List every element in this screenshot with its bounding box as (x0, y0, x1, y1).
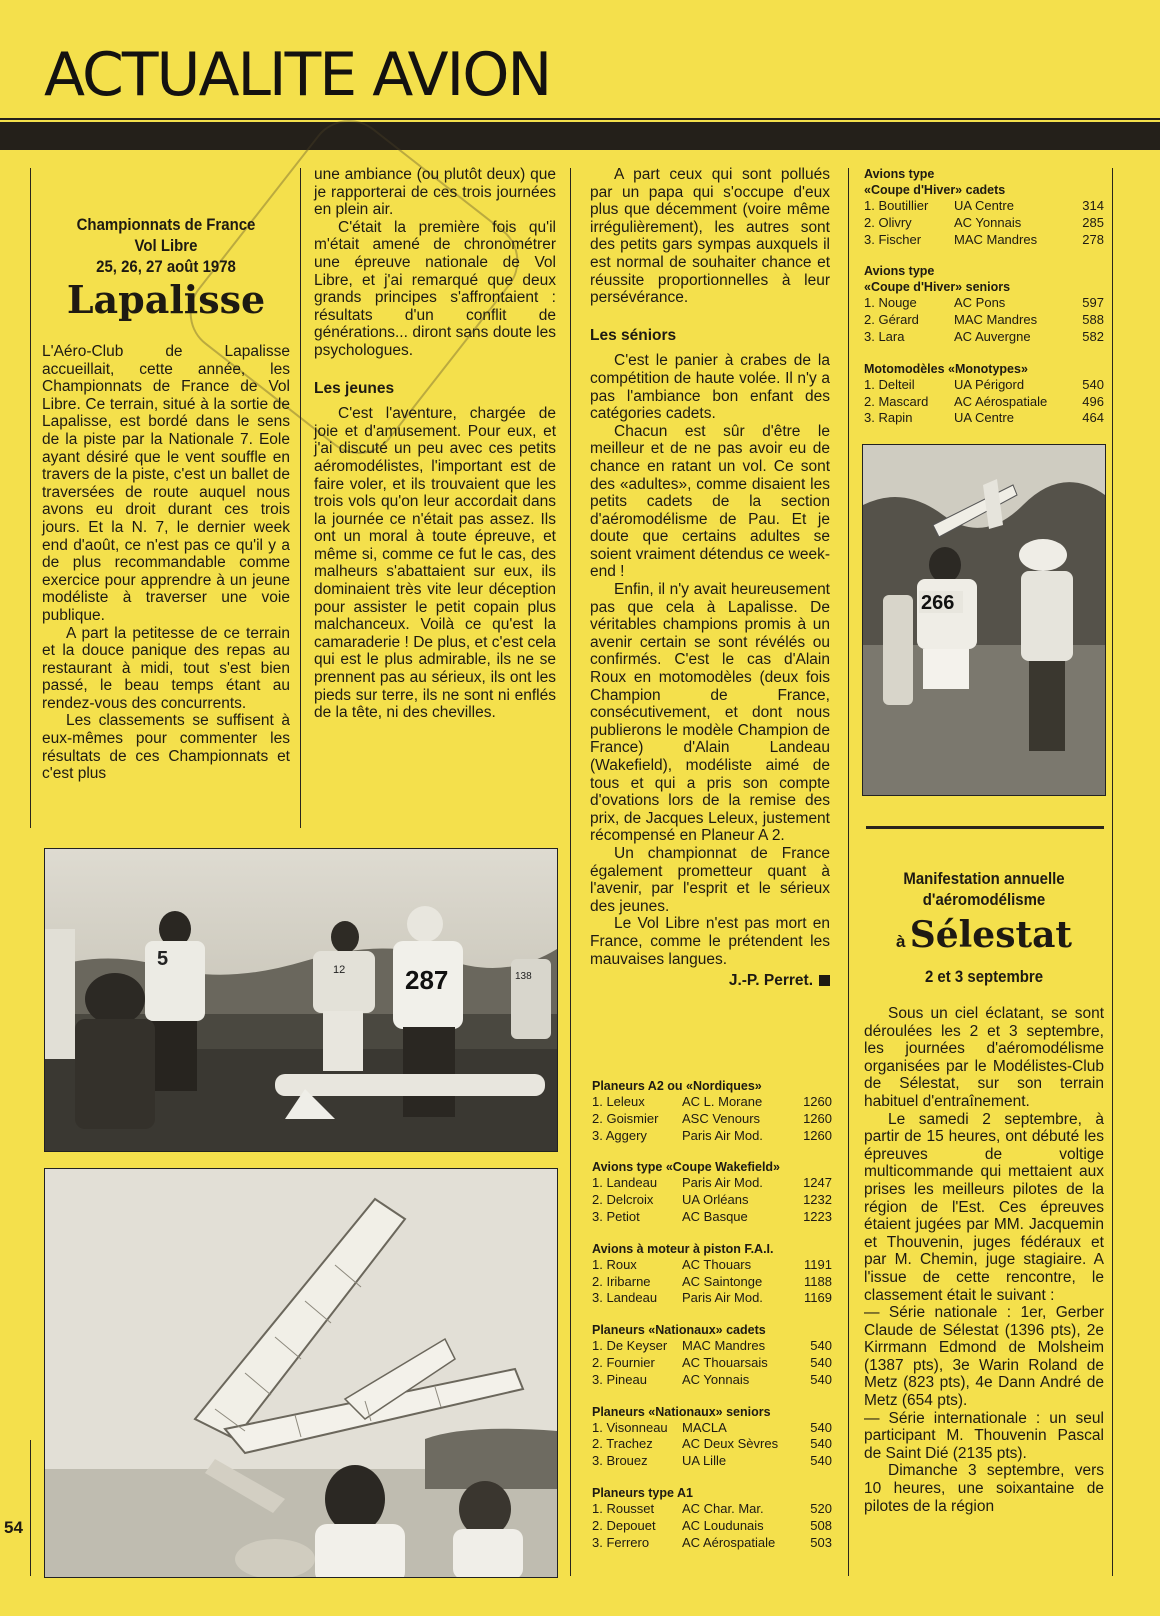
club-name: AC Yonnais (954, 214, 1022, 230)
competitor-name: 2. Olivry (864, 214, 912, 230)
paragraph: C'était la première fois qu'il m'était amené de chronométrer une épreuve nationale de Vol Libre, et j'ai remarqué que deux grands principes s'affrontaient : résultats d'un conflit de générations... diront sans doute les psychologues. (314, 218, 556, 359)
results-row (592, 1175, 832, 1192)
article-column-2 (314, 166, 556, 722)
competitor-name: 2. Delcroix (592, 1192, 654, 1208)
score: 540 (810, 1453, 832, 1469)
competitor-name: 1. Landeau (592, 1175, 658, 1191)
results-row (592, 1436, 832, 1453)
results-row (864, 312, 1104, 329)
score: 588 (1082, 312, 1104, 328)
results-category: Planeurs type A1 (592, 1485, 693, 1500)
competitor-name: 1. Visonneau (592, 1419, 668, 1435)
score: 1247 (803, 1175, 832, 1191)
paragraph: Les classements se suffisent à eux-mêmes pour commenter les résultats de ces Championnats et c'est plus (42, 712, 290, 783)
results-row (864, 215, 1104, 232)
results-category: «Coupe d'Hiver» cadets (864, 183, 1006, 197)
results-block (864, 361, 1104, 427)
club-name: MAC Mandres (954, 231, 1038, 247)
club-name: AC Thouars (682, 1256, 752, 1272)
club-name: AC L. Morane (682, 1094, 763, 1109)
club-name: AC Loudunais (682, 1517, 764, 1533)
score: 540 (810, 1436, 832, 1452)
club-name: AC Saintonge (682, 1273, 763, 1289)
competitor-name: 3. Petiot (592, 1208, 640, 1224)
score: 582 (1082, 328, 1104, 344)
results-category: Avions à moteur à piston F.A.I. (592, 1241, 774, 1256)
results-row (864, 410, 1104, 427)
competitor-name: 3. Brouez (592, 1453, 648, 1469)
column-rule (848, 168, 849, 1576)
score: 1188 (804, 1273, 832, 1289)
paragraph: Un championnat de France également prometteur quant à l'avenir, par l'esprit et le sérieux des jeunes. (590, 844, 830, 915)
score: 540 (810, 1419, 832, 1435)
selestat-place-line (864, 912, 1104, 966)
photo-launching-glider (44, 1168, 558, 1578)
results-category: Planeurs «Nationaux» seniors (592, 1404, 771, 1419)
column-rule (300, 168, 301, 828)
competitor-name: 2. Fournier (592, 1354, 655, 1370)
results-row (592, 1192, 832, 1209)
results-block (592, 1078, 832, 1144)
score: 540 (1082, 376, 1104, 392)
results-row (864, 377, 1104, 394)
results-row (592, 1535, 832, 1552)
paragraph: Dimanche 3 septembre, vers 10 heures, une soixantaine de pilotes de la région (864, 1462, 1104, 1515)
selestat-dates: 2 et 3 septembre (924, 967, 1044, 986)
competitor-name: 1. Roux (592, 1256, 637, 1272)
score: 540 (810, 1354, 832, 1370)
competitor-name: 3. Fischer (864, 231, 922, 247)
score: 540 (810, 1338, 832, 1354)
bib-number: 266 (921, 592, 955, 614)
results-category: Planeurs A2 ou «Nordiques» (592, 1079, 762, 1093)
paragraph: une ambiance (ou plutôt deux) que je rapporterai de ces trois journées en plein air. (314, 166, 556, 219)
results-category: Avions type «Coupe Wakefield» (592, 1160, 781, 1175)
results-block (864, 166, 1104, 248)
competitor-name: 2. Trachez (592, 1436, 653, 1452)
results-block (592, 1241, 832, 1307)
score: 540 (810, 1371, 832, 1387)
club-name: AC Basque (682, 1208, 748, 1224)
competitor-name: 2. Depouet (592, 1517, 656, 1533)
results-block (864, 263, 1104, 345)
paragraph: C'est l'aventure, chargée de joie et d'amusement. Pour eux, et j'ai discuté un peu avec ces petits aéromodélistes, l'important est de faire voler, et ils trouvaient que les trois vols qu'on leur accordait dans la journée ce n'était pas assez. Ils ont un moral à toute épreuve, et même si, comme ce fut le cas, des malheurs s'abattaient sur eux, ils dominaient très vite leur déception pour assister le petit copain plus malchanceux. Voilà ce qu'est la camaraderie ! De plus, et c'est cela qui est le plus admirable, ils ne se prennent pas au sérieux, ils ont les pieds sur terre, ils ne sont ni enflés de la tête, ni des chevilles. (314, 405, 556, 722)
results-row (592, 1274, 832, 1291)
results-category: Avions type (864, 264, 935, 279)
competitor-name: 1. Leleux (592, 1094, 645, 1109)
bib-number: 5 (157, 948, 169, 970)
results-row (592, 1111, 832, 1128)
results-row (592, 1355, 832, 1372)
selestat-title-line2: d'aéromodélisme (922, 890, 1046, 909)
score: 278 (1082, 231, 1104, 247)
paragraph: Le samedi 2 septembre, à partir de 15 heures, ont débuté les épreuves de voltige multicommande qui mettaient aux prises les meilleurs pilotes de la région de l'Est. Ces épreuves étaient jugées par MM. Jacquemin et Thouvenin, juges fédéraux et par M. Chemin, juge stagiaire. A l'issue de cette rencontre, le classement était le suivant : (864, 1110, 1104, 1304)
score: 314 (1082, 198, 1104, 213)
score: 1260 (803, 1110, 832, 1126)
column-rule (1112, 168, 1113, 1576)
paragraph: Enfin, il n'y avait heureusement pas que cela à Lapalisse. De véritables champions promis à un avenir certain se sont révélés ou confirmés. C'est le cas d'Alain Roux en motomodèles (deux fois Champion de France, consécutivement, et dont nous publierons le modèle Champion de France) d'Alain Landeau (Wakefield), modéliste aimé de tous et qui a pris son compte d'ovations lors de la remise des prix, de Jacques Leleux, justement récompensé en Planeur A 2. (590, 581, 830, 845)
results-block (592, 1322, 832, 1388)
score: 1191 (804, 1256, 832, 1272)
results-row (592, 1209, 832, 1226)
competitor-name: 2. Goismier (592, 1110, 659, 1126)
paragraph: A part ceux qui sont pollués par un papa qui s'occupe d'eux plus que décemment (voire même irrégulièrement), les autres sont des petits gars sympas auxquels il est normal de souhaiter chance et réussite proportionnelles à leur persévérance. (590, 166, 830, 307)
photo-competitors-art (45, 849, 557, 1151)
competitor-name: 3. Landeau (592, 1290, 658, 1306)
results-block (592, 1485, 832, 1551)
paragraph: C'est le panier à crabes de la compétition de haute volée. Il n'y a pas l'ambiance bon enfant des catégories cadets. (590, 352, 830, 423)
score: 508 (810, 1517, 832, 1533)
club-name: AC Char. Mar. (682, 1500, 764, 1516)
results-category: «Coupe d'Hiver» seniors (864, 280, 1011, 295)
club-name: MAC Mandres (954, 312, 1038, 328)
results-block (592, 1159, 832, 1225)
article-column-1 (42, 214, 290, 783)
results-category: Planeurs «Nationaux» cadets (592, 1323, 766, 1338)
results-row (864, 394, 1104, 411)
results-row (592, 1518, 832, 1535)
results-row (864, 295, 1104, 312)
results-row (864, 329, 1104, 346)
page-title: ACTUALITE AVION (44, 40, 551, 110)
competitor-name: 3. Rapin (864, 410, 913, 426)
paragraph: Le Vol Libre n'est pas mort en France, comme le prétendent les mauvaises langues. (590, 915, 830, 968)
signature (590, 972, 830, 990)
competitor-name: 3. Pineau (592, 1371, 647, 1387)
selestat-place: Sélestat (909, 914, 1073, 956)
event-dates: 25, 26, 27 août 1978 (96, 257, 236, 276)
results-row (864, 232, 1104, 249)
bib-number: 287 (405, 965, 449, 995)
photo-contestant (862, 444, 1106, 796)
results-table-mid (592, 1078, 832, 1566)
results-row (592, 1501, 832, 1518)
paragraph: A part la petitesse de ce terrain et la douce panique des repas au restaurant à midi, tout s'est bien passé, le beau temps étant au rendez-vous des concurrents. (42, 624, 290, 712)
club-name: UA Périgord (954, 376, 1025, 392)
competitor-name: 3. Lara (864, 328, 905, 344)
results-block (592, 1404, 832, 1470)
paragraph: Sous un ciel éclatant, se sont déroulées les 2 et 3 septembre, les journées d'aéromodélisme organisées par le Modélistes-Club de Sélestat, sur son terrain habituel d'entraînement. (864, 1005, 1104, 1110)
club-name: ASC Venours (682, 1110, 761, 1126)
bib-number: 12 (333, 964, 346, 976)
selestat-prefix: à (895, 932, 906, 951)
event-place: Lapalisse (66, 277, 266, 322)
club-name: AC Aérospatiale (682, 1534, 776, 1550)
club-name: AC Auvergne (954, 328, 1031, 344)
competitor-name: 2. Mascard (864, 393, 929, 409)
competitor-name: 1. Rousset (592, 1500, 655, 1516)
club-name: AC Yonnais (682, 1371, 750, 1387)
results-row (592, 1420, 832, 1437)
competitor-name: 2. Iribarne (592, 1273, 651, 1289)
results-row (592, 1338, 832, 1355)
selestat-title-line1: Manifestation annuelle (903, 869, 1065, 888)
score: 1232 (803, 1192, 832, 1208)
club-name: Paris Air Mod. (682, 1175, 763, 1191)
results-category: Motomodèles «Monotypes» (864, 361, 1028, 376)
score: 496 (1082, 393, 1104, 409)
score: 1169 (804, 1290, 832, 1306)
club-name: UA Centre (954, 410, 1014, 426)
score: 1260 (803, 1094, 832, 1109)
results-category: Avions type (864, 167, 935, 181)
photo-contestant-art (863, 445, 1105, 795)
club-name: MAC Mandres (682, 1338, 766, 1354)
competitor-name: 2. Gérard (864, 312, 919, 328)
club-name: UA Lille (682, 1453, 727, 1469)
score: 1223 (803, 1208, 832, 1224)
end-mark (819, 975, 830, 986)
club-name: UA Centre (954, 198, 1014, 213)
results-row (592, 1128, 832, 1145)
section-divider (866, 826, 1104, 829)
club-name: Paris Air Mod. (682, 1290, 763, 1306)
club-name: UA Orléans (682, 1192, 749, 1208)
competitor-name: 3. Ferrero (592, 1534, 650, 1550)
score: 285 (1082, 214, 1104, 230)
competitor-name: 3. Aggery (592, 1127, 647, 1143)
paragraph: L'Aéro-Club de Lapalisse accueillait, cette année, les Championnats de France de Vol Libre. Ce terrain, situé à la sortie de Lapalisse, est bordé dans le sens de la piste par la Nationale 7. Eole ayant désiré que le vent souffle en travers de la piste, c'est un ballet de traversées de route auquel nous avons eu droit durant ces trois jours. Et la N. 7, le dernier week end d'août, ce n'est pas ce qu'il y a de plus recommandable comme exercice pour apprendre à un jeune modéliste à traverser une voie publique. (42, 343, 290, 624)
photo-launching-glider-art (45, 1169, 557, 1577)
column-rule (30, 1440, 31, 1576)
score: 503 (810, 1534, 832, 1550)
results-row (592, 1094, 832, 1111)
event-title-line2: Vol Libre (134, 236, 198, 255)
paragraph: Chacun est sûr d'être le meilleur et de ne pas avoir eu de chance en ratant un vol. Ce sont des «adultes», comme disaient les petits cadets de la section d'aéromodélisme de Pau. Et je doute que certains adultes se soient vraiment détendus ce week-end ! (590, 422, 830, 581)
club-name: AC Thouarsais (682, 1354, 768, 1370)
column-rule (570, 168, 571, 1576)
article-column-3 (590, 166, 830, 990)
title-rule-thin (0, 118, 1160, 120)
photo-competitors (44, 848, 558, 1152)
competitor-name: 1. Boutillier (864, 198, 929, 213)
score: 464 (1082, 410, 1104, 426)
results-row (864, 198, 1104, 215)
section-heading-seniors: Les séniors (590, 326, 677, 344)
column-rule (30, 168, 31, 828)
score: 1260 (803, 1127, 832, 1143)
results-row (592, 1453, 832, 1470)
results-line: — Série internationale : un seul participant M. Thouvenin Pascal de Saint Dié (2135 pts). (864, 1409, 1104, 1462)
competitor-name: 1. Nouge (864, 295, 917, 311)
competitor-name: 1. De Keyser (592, 1338, 668, 1354)
bib-number: 138 (515, 971, 532, 982)
club-name: MACLA (682, 1419, 727, 1435)
results-row (592, 1372, 832, 1389)
selestat-article (864, 868, 1104, 1515)
club-name: AC Aérospatiale (954, 393, 1048, 409)
club-name: Paris Air Mod. (682, 1127, 763, 1143)
signature-text: J.-P. Perret. (728, 972, 813, 990)
club-name: AC Pons (954, 295, 1006, 311)
event-title-line1: Championnats de France (76, 215, 256, 234)
results-line: — Série nationale : 1er, Gerber Claude de Sélestat (1396 pts), 2e Kirrmann Edmond de Molsheim (1387 pts), 3e Warin Roland de Metz (823 pts), 4e Dann André de Metz (654 pts). (864, 1304, 1104, 1410)
score: 597 (1082, 295, 1104, 311)
page-number: 54 (4, 1518, 23, 1537)
competitor-name: 1. Delteil (864, 376, 915, 392)
results-row (592, 1257, 832, 1274)
club-name: AC Deux Sèvres (682, 1436, 779, 1452)
section-heading-jeunes: Les jeunes (314, 379, 395, 397)
title-rule-thick (0, 122, 1160, 150)
results-row (592, 1290, 832, 1307)
results-table-right (864, 166, 1104, 442)
score: 520 (810, 1500, 832, 1516)
